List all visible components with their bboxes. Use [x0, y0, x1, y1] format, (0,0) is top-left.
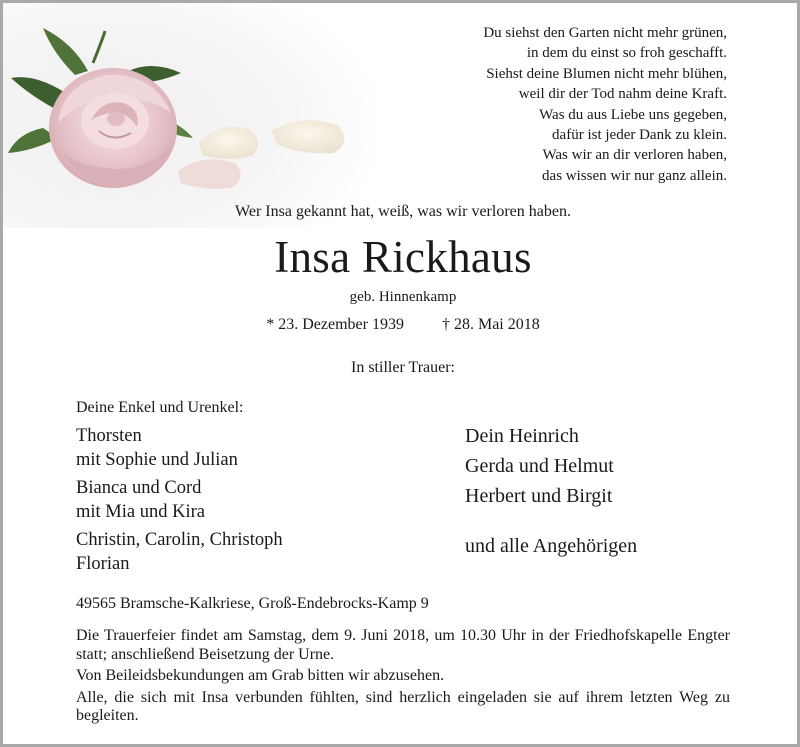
deceased-name: Insa Rickhaus [274, 232, 532, 282]
poem-line: dafür ist jeder Dank zu klein. [552, 127, 727, 144]
family-list [465, 421, 637, 561]
poem-line: Was du aus Liebe uns gegeben, [539, 106, 727, 123]
tagline: Wer Insa gekannt hat, weiß, was wir verloren haben. [235, 203, 571, 220]
grandchildren-list [76, 398, 283, 580]
family-group [76, 476, 283, 524]
funeral-notice [76, 627, 730, 729]
notice-paragraph: Alle, die sich mit Insa verbunden fühlten, sind herzlich eingeladen sie auf ihrem letzten Weg zu begleiten. [76, 688, 730, 724]
family-member: mit Mia und Kira [76, 502, 205, 522]
address: 49565 Bramsche-Kalkriese, Groß-Endebrocks-Kamp 9 [76, 595, 429, 612]
death-date: † 28. Mai 2018 [441, 316, 540, 333]
notice-paragraph: Von Beileidsbekundungen am Grab bitten wir abzusehen. [76, 667, 445, 684]
family-member: Dein Heinrich [465, 425, 579, 447]
family-member: Christin, Carolin, Christoph [76, 530, 283, 550]
poem-line: Was wir an dir verloren haben, [542, 147, 727, 164]
memorial-poem [483, 23, 727, 186]
family-member: Herbert und Birgit [465, 485, 613, 507]
family-member: Bianca und Cord [76, 478, 202, 498]
maiden-name: geb. Hinnenkamp [349, 289, 457, 305]
family-member: Florian [76, 554, 130, 574]
family-member: Gerda und Helmut [465, 455, 614, 477]
family-group [76, 528, 283, 576]
rose-image [3, 3, 375, 228]
poem-line: weil dir der Tod nahm deine Kraft. [518, 86, 727, 103]
mourning-label: In stiller Trauer: [351, 359, 455, 376]
family-member: mit Sophie und Julian [76, 450, 238, 470]
relatives-line: und alle Angehörigen [465, 535, 638, 557]
poem-line: das wissen wir nur ganz allein. [542, 167, 727, 184]
birth-date: * 23. Dezember 1939 [266, 316, 404, 333]
poem-line: Siehst deine Blumen nicht mehr blühen, [486, 65, 727, 82]
family-member: Thorsten [76, 426, 142, 446]
life-dates [3, 316, 800, 334]
family-group [76, 424, 283, 472]
grandchildren-heading: Deine Enkel und Urenkel: [76, 399, 244, 416]
poem-line: in dem du einst so froh geschafft. [526, 45, 727, 62]
notice-paragraph: Die Trauerfeier findet am Samstag, dem 9. Juni 2018, um 10.30 Uhr in der Friedhofskapelle Engter statt; anschließend Beisetzung der Urne. [76, 627, 730, 663]
poem-line: Du siehst den Garten nicht mehr grünen, [483, 25, 727, 41]
